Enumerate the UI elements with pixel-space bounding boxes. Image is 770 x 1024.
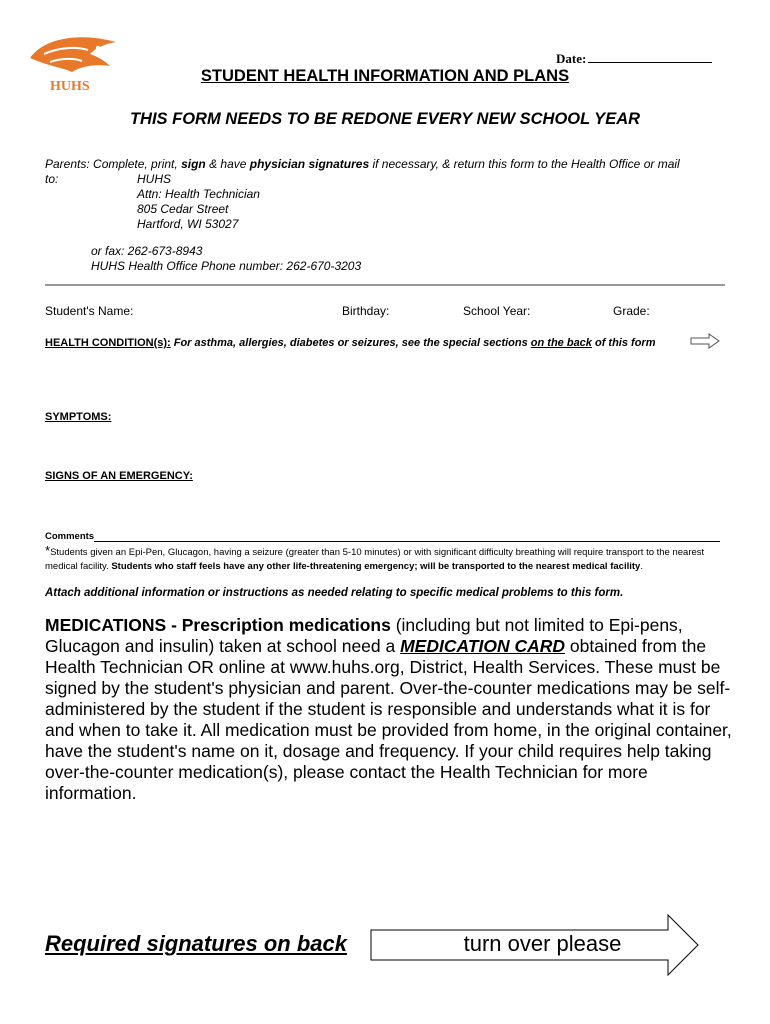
birthday-field[interactable]: Birthday: [342, 304, 390, 318]
phone-number: HUHS Health Office Phone number: 262-670-3203 [91, 259, 362, 273]
turn-over-label: turn over please [463, 931, 622, 956]
logo-text: HUHS [50, 79, 90, 94]
divider [45, 284, 725, 286]
required-signatures-note: Required signatures on back [45, 931, 347, 956]
intro-paragraph: Parents: Complete, print, sign & have physician signatures if necessary, & return this form to the Health Office or mail to: [45, 157, 680, 186]
comments-line [94, 532, 720, 542]
address-line: Attn: Health Technician [137, 187, 260, 201]
page-subtitle: THIS FORM NEEDS TO BE REDONE EVERY NEW SCHOOL YEAR [129, 110, 641, 128]
address-line: Hartford, WI 53027 [137, 217, 239, 231]
school-year-field[interactable]: School Year: [463, 304, 531, 318]
date-line [588, 51, 712, 63]
page-title: STUDENT HEALTH INFORMATION AND PLANS [200, 67, 570, 85]
medications-paragraph: MEDICATIONS - Prescription medications (including but not limited to Epi-pens, Glucagon and insulin) taken at school need a MEDICATION CARD obtained from the Health Technician OR online at www.huhs.org, District, Health Services. These must be signed by the student's physician and parent. Over-the-counter medications may be self-administered by the student if the student is responsible and understands what it is for and when to take it. All medication must be provided from home, in the original container, have the student's name on it, dosage and frequency. If your child requires help taking over-the-counter medication(s), please contact the Health Technician for more information. [45, 615, 732, 803]
emergency-heading: SIGNS OF AN EMERGENCY: [45, 470, 193, 482]
date-field[interactable] [556, 51, 712, 67]
fax-number: or fax: 262-673-8943 [91, 244, 203, 258]
huhs-logo [24, 28, 124, 98]
symptoms-heading: SYMPTOMS: [45, 411, 112, 423]
right-arrow-icon [690, 333, 720, 349]
comments-label: Comments [45, 531, 95, 542]
health-condition-heading: HEALTH CONDITION(s): For asthma, allergies, diabetes or seizures, see the special sections on the back of this form [45, 337, 656, 349]
comments-field[interactable] [45, 531, 720, 542]
attach-instruction: Attach additional information or instructions as needed relating to specific medical problems to this form. [45, 587, 624, 599]
address-line: HUHS [137, 172, 172, 186]
address-line: 805 Cedar Street [137, 202, 229, 216]
to-label: to: [45, 172, 59, 186]
grade-field[interactable]: Grade: [613, 304, 650, 318]
date-label: Date: [556, 51, 587, 66]
transport-note: *Students given an Epi-Pen, Glucagon, having a seizure (greater than 5-10 minutes) or with significant difficulty breathing will require transport to the nearest medical facility. Students who staff feels have any other life-threatening emergency; will be transported to the nearest medical facility. [45, 543, 705, 572]
student-name-field[interactable]: Student's Name: [45, 304, 134, 318]
